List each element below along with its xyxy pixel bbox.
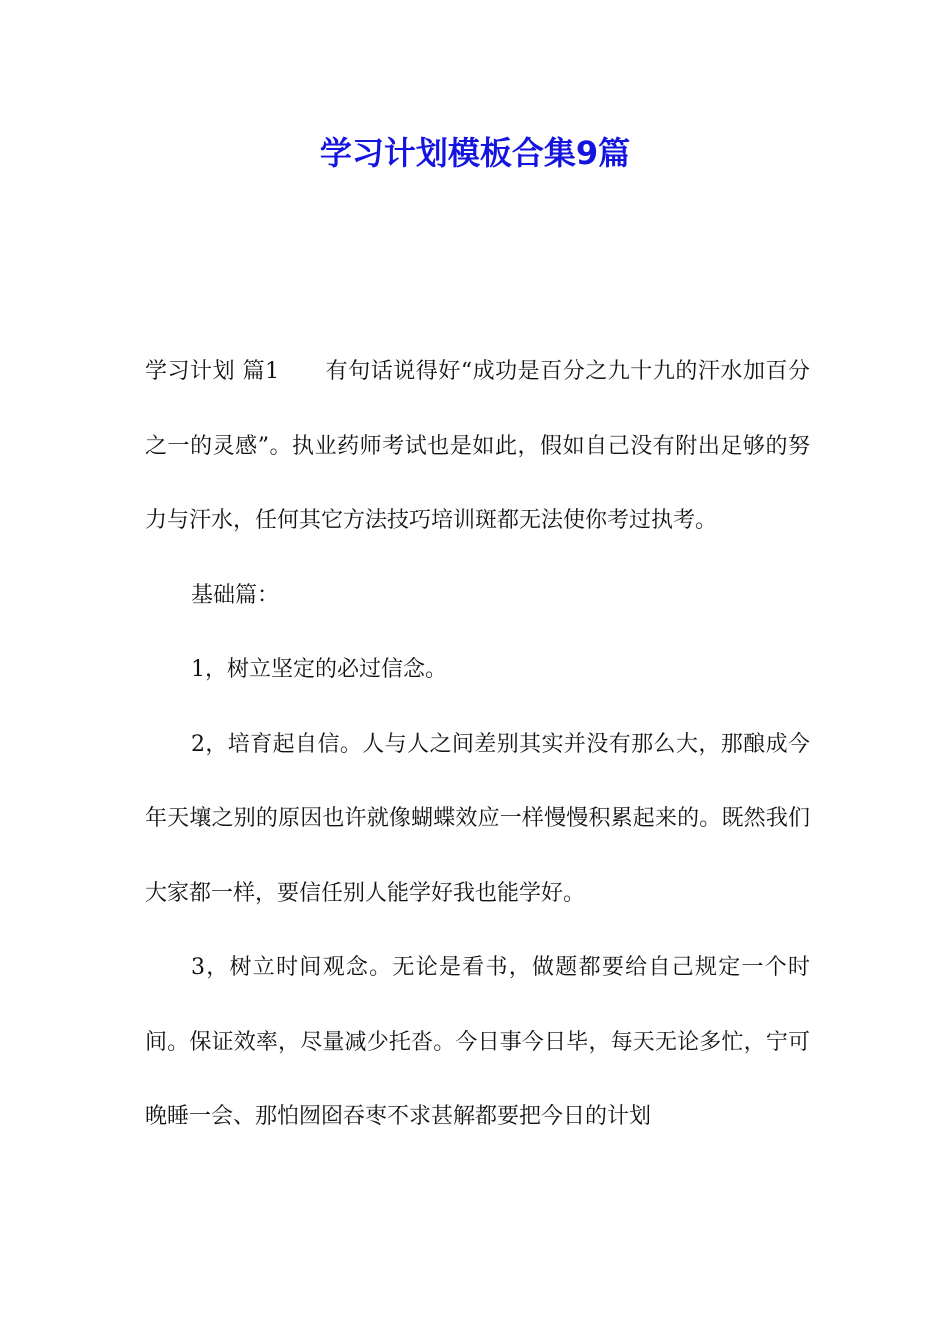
intro-paragraph xyxy=(145,335,810,559)
document-title: 学习计划模板合集9篇 xyxy=(319,134,631,172)
list-item-1: 1，树立坚定的必过信念。 xyxy=(191,657,447,682)
section-label: 学习计划 篇1 xyxy=(145,359,280,384)
document-body xyxy=(145,335,810,1155)
basic-heading: 基础篇： xyxy=(191,582,280,608)
intro-text: 有句话说得好“成功是百分之九十九的汗水加百分之一的灵感”。执业药师考试也是如此，假如自己没有附出足够的努力与汗水，任何其它方法技巧培训斑都无法使你考过执考。 xyxy=(145,359,810,533)
list-item-2: 2，培育起自信。人与人之间差别其实并没有那么大，那酿成今年天壤之别的原因也许就像蝴蝶效应一样慢慢积累起来的。既然我们大家都一样，要信任别人能学好我也能学好。 xyxy=(145,731,810,906)
list-item-3: 3，树立时间观念。无论是看书，做题都要给自己规定一个时间。保证效率，尽量减少托沓。今日事今日毕，每天无论多忙，宁可晚睡一会、那怕囫囵吞枣不求甚解都要把今日的计划 xyxy=(145,955,810,1129)
